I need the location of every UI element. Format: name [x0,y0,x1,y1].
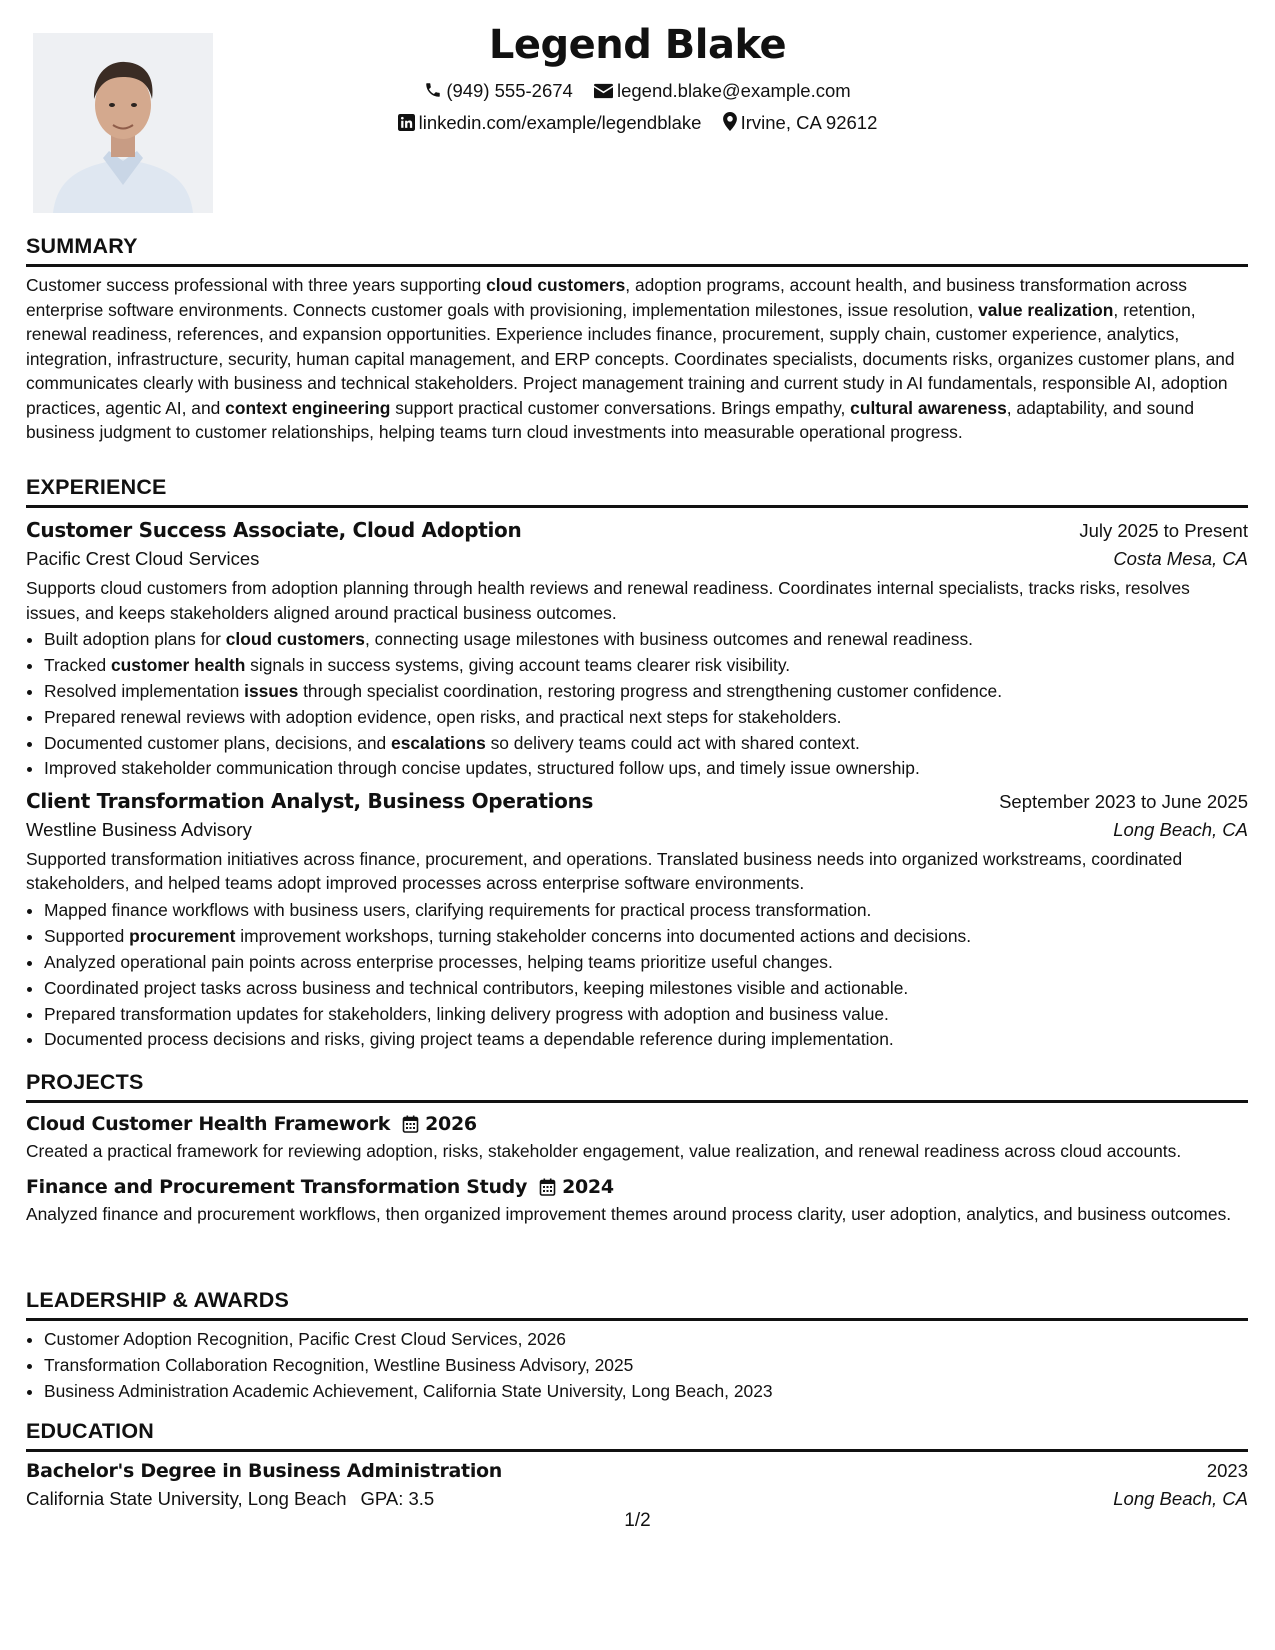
text-run: , retention, renewal readiness, references, and expansion opportunities. Experience includes finance, procurement, supply chain, customer experience, analytics, integration, infrastructure, security, human capital management, and ERP concepts. Coordinates specialists, documents risks, organizes customer plans, and communicates clearly with business and technical stakeholders. Project management training and current study in AI fundamentals, responsible AI, adoption practices, agentic AI, and [26,299,1235,418]
linkedin-text: linkedin.com/example/legendblake [418,112,702,133]
emphasis-text: context engineering [225,397,391,418]
job-description: Supports cloud customers from adoption planning through health reviews and renewal readiness. Coordinates internal specialists, tracks risks, resolves issues, and keeps stakeholders aligned around practical business outcomes. [26,578,1190,623]
text-run: through specialist coordination, restoring progress and strengthening customer confidence. [298,680,1003,701]
location-contact [723,112,878,134]
candidate-name: Legend Blake [488,22,787,68]
bullet-item [44,756,1248,781]
education-section [26,1419,1248,1510]
awards-list [26,1327,1248,1403]
emphasis-text: value realization [978,299,1114,320]
award-item: • Transformation Collaboration Recognition, Westline Business Advisory, 2025 [44,1353,1248,1378]
project-description: Analyzed finance and procurement workflows, then organized improvement themes around process clarity, user adoption, analytics, and business outcomes. [26,1203,1232,1224]
job-location: Long Beach, CA [1113,818,1248,840]
text-run: Resolved implementation [44,680,245,701]
text-run: Built adoption plans for [44,629,226,649]
bullet-item [44,898,1248,923]
school-name: California State University, Long Beach [26,1488,347,1509]
bullet-item [44,1002,1248,1027]
job-entry [26,789,1248,1052]
linkedin-icon [398,114,415,131]
text-run: Supported [44,925,130,946]
school-location: Long Beach, CA [1113,1488,1248,1509]
bullet-item [44,731,1248,756]
projects-section [26,1070,1248,1226]
contact-row-1 [0,80,1275,102]
emphasis-text: cultural awareness [850,397,1007,418]
contact-row-2 [0,112,1275,134]
section-title: EXPERIENCE [26,475,1248,508]
emphasis-text: customer health [111,654,246,675]
section-title: PROJECTS [26,1070,1248,1103]
calendar-icon [539,1178,556,1196]
text-run: improvement workshops, turning stakeholder concerns into documented actions and decisions. [235,925,972,946]
project-entry [26,1113,1248,1164]
job-company: Westline Business Advisory [26,818,252,840]
bullet-item [44,1027,1248,1052]
section-title: SUMMARY [26,234,1248,267]
envelope-icon [594,83,613,99]
text-run: , adoption programs, account health, and business transformation across enterprise software environments. Connects customer goals with provisioning, implementation milestones, issue resolution, [26,275,1187,320]
phone-icon [424,81,442,99]
text-run: Prepared transformation updates for stakeholders, linking delivery progress with adoption and business value. [44,1003,889,1024]
emphasis-text: cloud customers [225,629,365,649]
bullet-item [44,627,1248,652]
job-description: Supported transformation initiatives across finance, procurement, and operations. Translated business needs into organized workstreams, coordinated stakeholders, and helped teams adopt improved processes across enterprise software environments. [26,848,1183,894]
summary-text [26,273,1248,445]
bullet-item [44,705,1248,730]
phone-text: (949) 555-2674 [446,80,573,101]
section-title: EDUCATION [26,1419,1248,1452]
summary-section [26,234,1248,445]
emphasis-text: cloud customers [486,275,626,295]
leadership-section [26,1288,1248,1405]
experience-section [26,475,1248,1053]
project-entry [26,1176,1248,1227]
job-title: Client Transformation Analyst, Business Operations [26,788,594,813]
bullet-item [44,679,1248,704]
page-number: 1/2 [624,1510,651,1531]
email-contact[interactable] [594,80,851,102]
job-title: Customer Success Associate, Cloud Adoption [26,518,522,542]
gpa: GPA: 3.5 [360,1488,435,1509]
calendar-icon [402,1115,419,1133]
degree-name: Bachelor's Degree in Business Administration [26,1460,503,1482]
bullet-item [44,976,1248,1001]
emphasis-text: issues [244,680,299,701]
text-run: Documented customer plans, decisions, and [44,732,392,753]
emphasis-text: procurement [129,925,236,946]
text-run: , adaptability, and sound business judgment to customer relationships, helping teams turn cloud investments into measurable operational progress. [26,397,1195,442]
job-entry [26,518,1248,781]
text-run: Tracked [44,654,112,675]
text-run: Prepared renewal reviews with adoption evidence, open risks, and practical next steps for stakeholders. [44,706,842,727]
project-name: Finance and Procurement Transformation Study [26,1175,528,1198]
project-name: Cloud Customer Health Framework [26,1113,391,1135]
job-dates: July 2025 to Present [1079,520,1248,541]
text-run: Improved stakeholder communication through concise updates, structured follow ups, and timely issue ownership. [44,758,920,779]
award-item: • Business Administration Academic Achievement, California State University, Long Beach, 2023 [44,1379,1248,1404]
text-run: Mapped finance workflows with business users, clarifying requirements for practical process transformation. [44,899,872,920]
job-company: Pacific Crest Cloud Services [26,548,260,569]
bullet-item [44,950,1248,975]
project-year: 2026 [425,1113,477,1135]
text-run: Customer success professional with three years supporting [26,275,487,295]
text-run: Coordinated project tasks across business and technical contributors, keeping milestones visible and actionable. [44,977,909,998]
bullet-item [44,653,1248,678]
email-text: legend.blake@example.com [616,80,851,101]
job-dates: September 2023 to June 2025 [999,790,1248,812]
bullet-item [44,924,1248,949]
text-run: so delivery teams could act with shared context. [485,732,860,753]
job-bullets [26,627,1248,781]
linkedin-contact[interactable] [398,112,702,134]
emphasis-text: escalations [391,732,486,753]
text-run: Analyzed operational pain points across enterprise processes, helping teams prioritize useful changes. [44,951,833,972]
map-pin-icon [723,112,737,131]
job-bullets [26,898,1248,1052]
graduation-year: 2023 [1206,1460,1248,1481]
text-run: support practical customer conversations. Brings empathy, [390,397,851,418]
award-item: • Customer Adoption Recognition, Pacific Crest Cloud Services, 2026 [44,1327,1248,1352]
phone-contact[interactable] [424,80,573,102]
location-text: Irvine, CA 92612 [740,112,878,133]
section-title: LEADERSHIP & AWARDS [26,1288,1248,1321]
job-location: Costa Mesa, CA [1113,548,1248,569]
text-run: Documented process decisions and risks, giving project teams a dependable reference during implementation. [44,1029,894,1050]
project-year: 2024 [562,1175,614,1198]
text-run: , connecting usage milestones with business outcomes and renewal readiness. [364,629,973,649]
project-description: Created a practical framework for reviewing adoption, risks, stakeholder engagement, value realization, and renewal readiness across cloud accounts. [26,1141,1182,1161]
text-run: signals in success systems, giving account teams clearer risk visibility. [245,654,791,675]
